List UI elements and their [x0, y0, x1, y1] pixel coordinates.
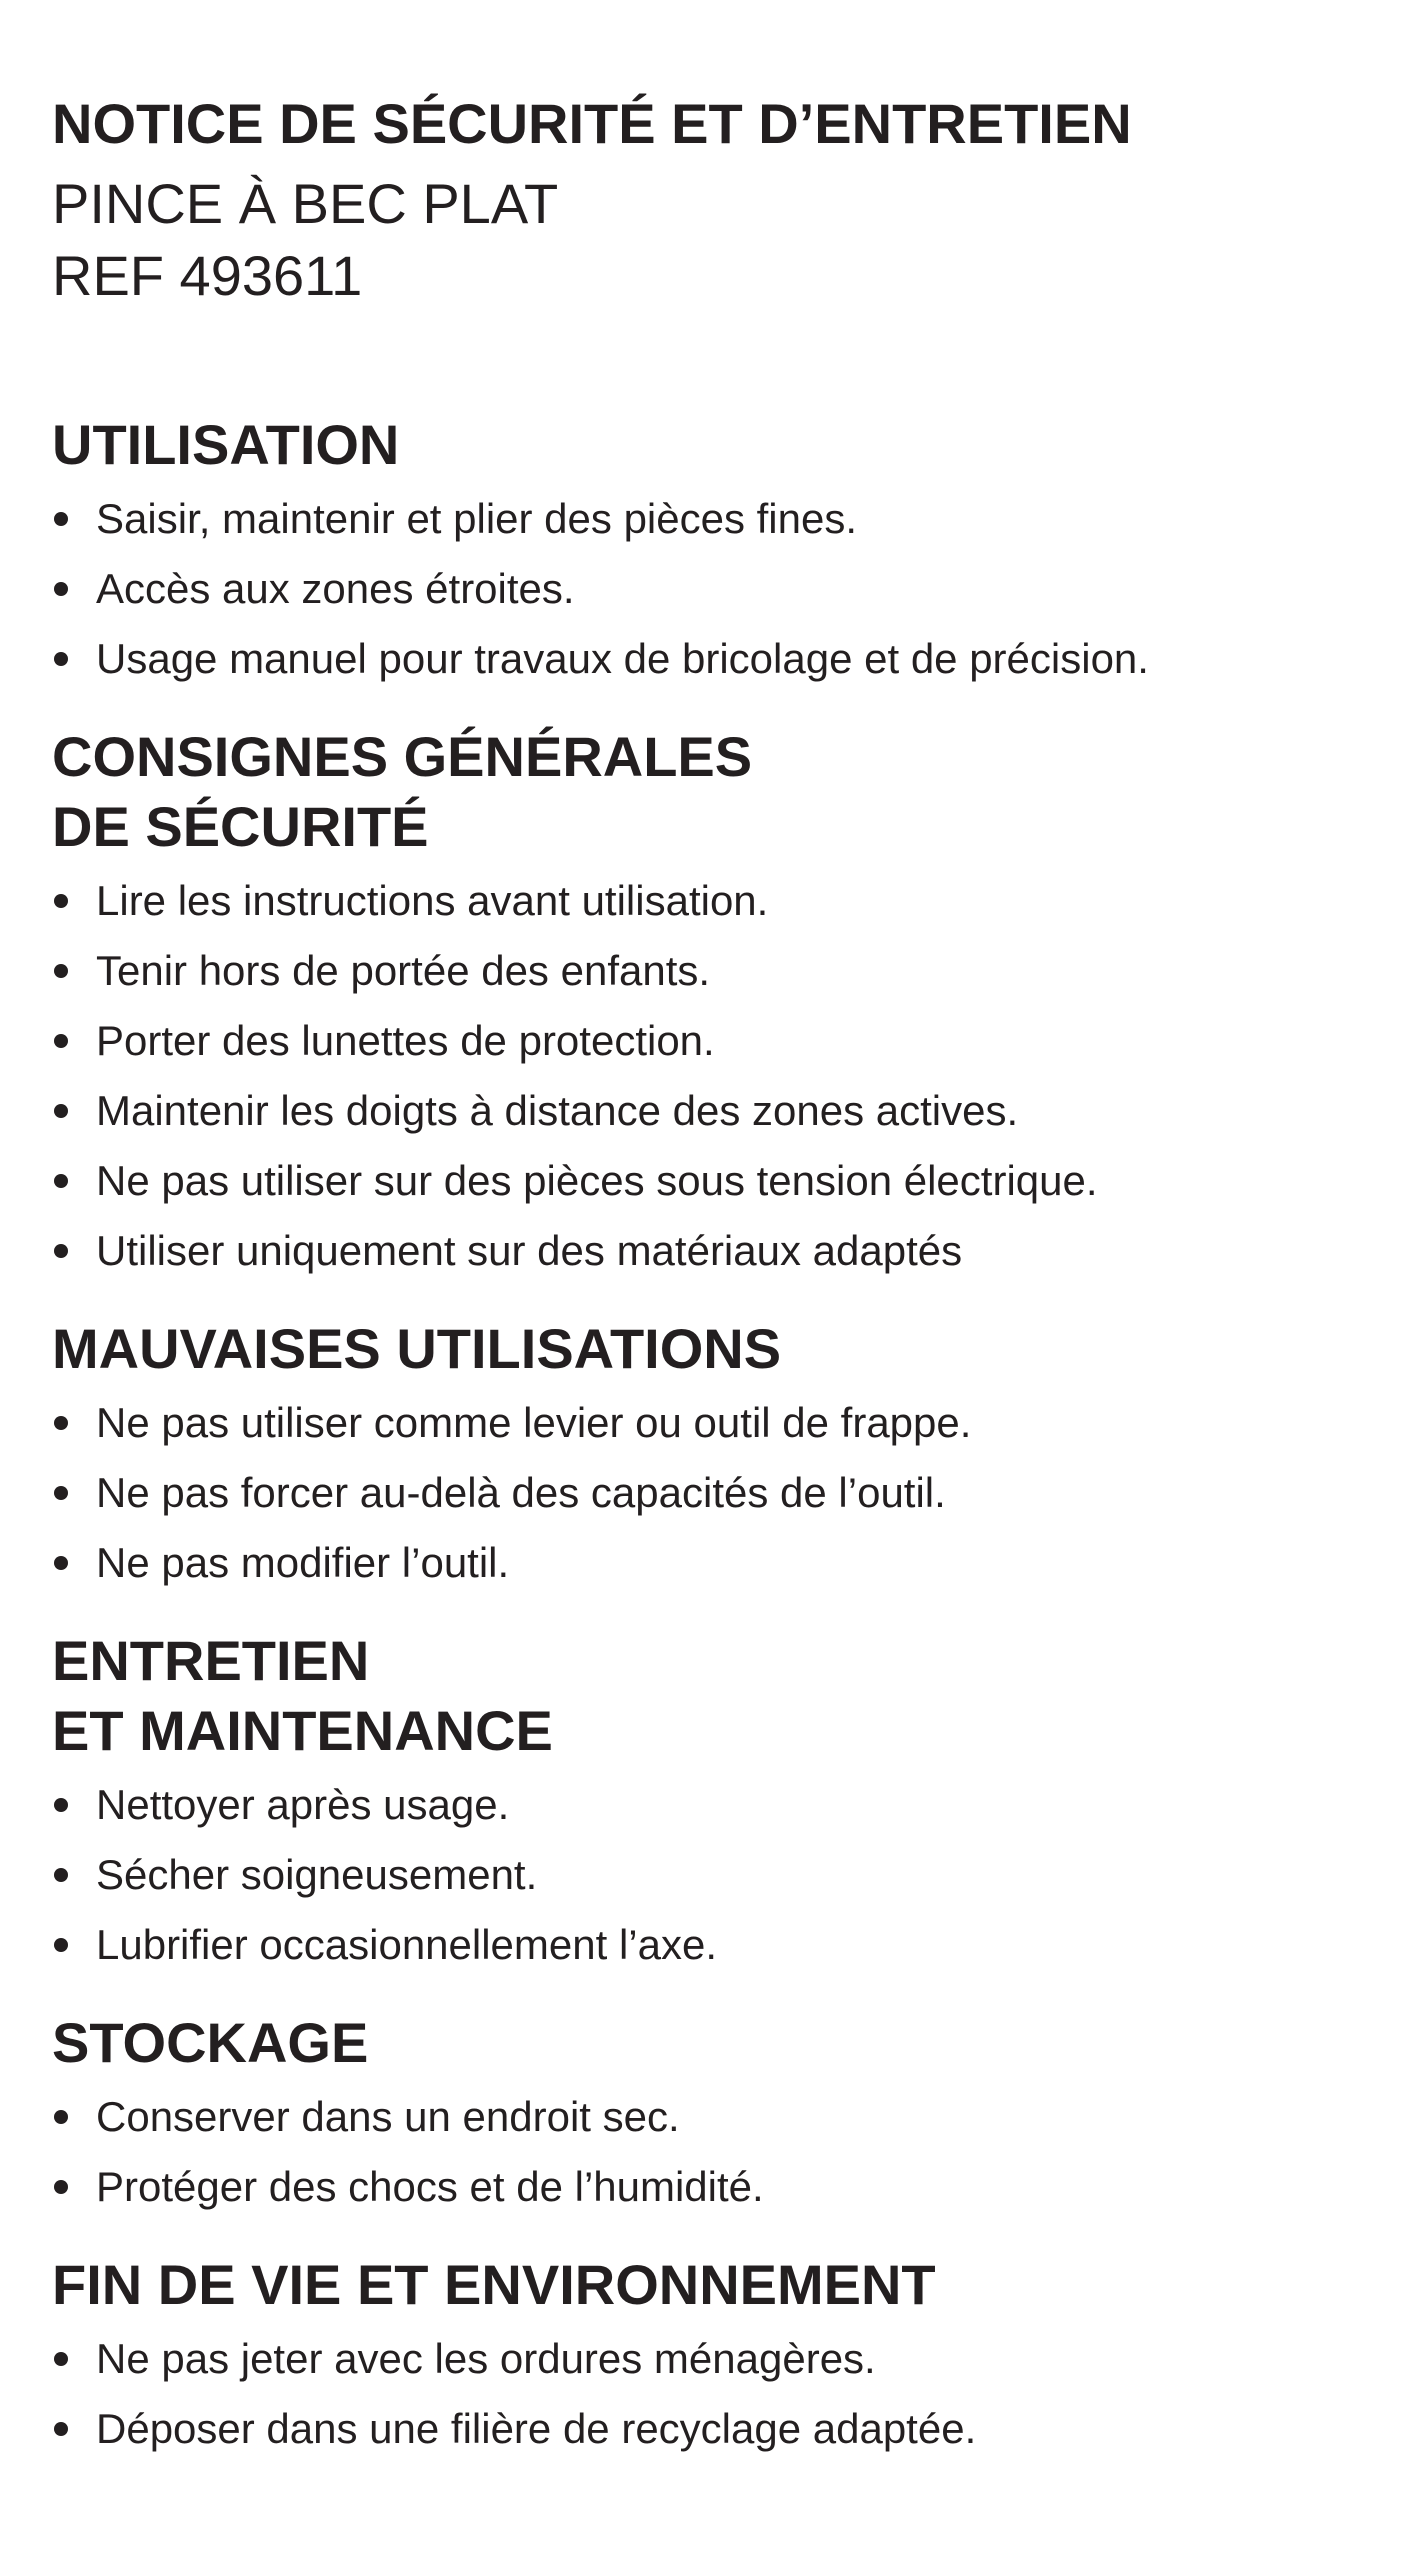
bullet-icon [54, 2422, 68, 2436]
list-item-text: Sécher soigneusement. [96, 1851, 538, 1898]
list-item-text: Accès aux zones étroites. [96, 565, 575, 612]
list-item [52, 1388, 1374, 1458]
list-item-text: Tenir hors de portée des enfants. [96, 947, 711, 994]
section [52, 410, 1374, 694]
section-heading-line: DE SÉCURITÉ [52, 795, 429, 858]
section [52, 1626, 1374, 1980]
section [52, 2250, 1374, 2464]
section-heading-line: UTILISATION [52, 413, 400, 476]
document-title: NOTICE DE SÉCURITÉ ET D’ENTRETIEN [52, 92, 1132, 155]
product-reference: REF 493611 [52, 244, 363, 307]
section-heading-line: CONSIGNES GÉNÉRALES [52, 725, 753, 788]
section-heading [52, 410, 1374, 480]
list-item [52, 866, 1374, 936]
section-heading [52, 2250, 1374, 2320]
list-item [52, 2324, 1374, 2394]
bullet-icon [54, 582, 68, 596]
product-info [52, 168, 1374, 312]
section [52, 1314, 1374, 1598]
list-item [52, 554, 1374, 624]
list-item [52, 2082, 1374, 2152]
list-item-text: Porter des lunettes de protection. [96, 1017, 715, 1064]
list-item-text: Nettoyer après usage. [96, 1781, 510, 1828]
bullet-list [52, 484, 1374, 694]
list-item [52, 624, 1374, 694]
section [52, 2008, 1374, 2222]
section-heading-line: ET MAINTENANCE [52, 1699, 553, 1762]
bullet-icon [54, 512, 68, 526]
list-item [52, 2152, 1374, 2222]
list-item [52, 936, 1374, 1006]
list-item [52, 1770, 1374, 1840]
list-item [52, 1910, 1374, 1980]
list-item-text: Maintenir les doigts à distance des zones actives. [96, 1087, 1019, 1134]
list-item-text: Ne pas utiliser sur des pièces sous tension électrique. [96, 1157, 1098, 1204]
list-item-text: Usage manuel pour travaux de bricolage et de précision. [96, 635, 1149, 682]
bullet-icon [54, 1416, 68, 1430]
bullet-icon [54, 1938, 68, 1952]
bullet-icon [54, 964, 68, 978]
list-item [52, 1528, 1374, 1598]
bullet-icon [54, 2180, 68, 2194]
list-item [52, 1076, 1374, 1146]
list-item [52, 1458, 1374, 1528]
bullet-icon [54, 1174, 68, 1188]
list-item [52, 1216, 1374, 1286]
section-heading [52, 1626, 1374, 1766]
list-item [52, 1840, 1374, 1910]
section-heading-line: STOCKAGE [52, 2011, 369, 2074]
section-heading-line: MAUVAISES UTILISATIONS [52, 1317, 782, 1380]
list-item-text: Protéger des chocs et de l’humidité. [96, 2163, 764, 2210]
bullet-icon [54, 652, 68, 666]
section-heading-line: FIN DE VIE ET ENVIRONNEMENT [52, 2253, 936, 2316]
sections-container [52, 410, 1374, 2464]
list-item-text: Déposer dans une filière de recyclage adaptée. [96, 2405, 977, 2452]
list-item-text: Saisir, maintenir et plier des pièces fines. [96, 495, 858, 542]
section-heading [52, 2008, 1374, 2078]
section [52, 722, 1374, 1286]
bullet-icon [54, 1244, 68, 1258]
bullet-icon [54, 1868, 68, 1882]
bullet-icon [54, 2352, 68, 2366]
list-item-text: Lubrifier occasionnellement l’axe. [96, 1921, 717, 1968]
list-item [52, 1146, 1374, 1216]
list-item [52, 2394, 1374, 2464]
section-heading [52, 1314, 1374, 1384]
list-item-text: Utiliser uniquement sur des matériaux adaptés [96, 1227, 963, 1274]
list-item-text: Ne pas jeter avec les ordures ménagères. [96, 2335, 876, 2382]
bullet-list [52, 2324, 1374, 2464]
list-item-text: Lire les instructions avant utilisation. [96, 877, 769, 924]
bullet-list [52, 1388, 1374, 1598]
bullet-icon [54, 1034, 68, 1048]
list-item-text: Ne pas modifier l’outil. [96, 1539, 510, 1586]
bullet-icon [54, 1486, 68, 1500]
section-heading-line: ENTRETIEN [52, 1629, 370, 1692]
bullet-icon [54, 894, 68, 908]
bullet-icon [54, 2110, 68, 2124]
product-name: PINCE À BEC PLAT [52, 172, 559, 235]
list-item [52, 484, 1374, 554]
list-item-text: Ne pas forcer au-delà des capacités de l’outil. [96, 1469, 946, 1516]
bullet-icon [54, 1556, 68, 1570]
bullet-list [52, 2082, 1374, 2222]
list-item [52, 1006, 1374, 1076]
list-item-text: Ne pas utiliser comme levier ou outil de frappe. [96, 1399, 972, 1446]
bullet-list [52, 866, 1374, 1286]
section-heading [52, 722, 1374, 862]
list-item-text: Conserver dans un endroit sec. [96, 2093, 680, 2140]
bullet-icon [54, 1798, 68, 1812]
bullet-list [52, 1770, 1374, 1980]
bullet-icon [54, 1104, 68, 1118]
